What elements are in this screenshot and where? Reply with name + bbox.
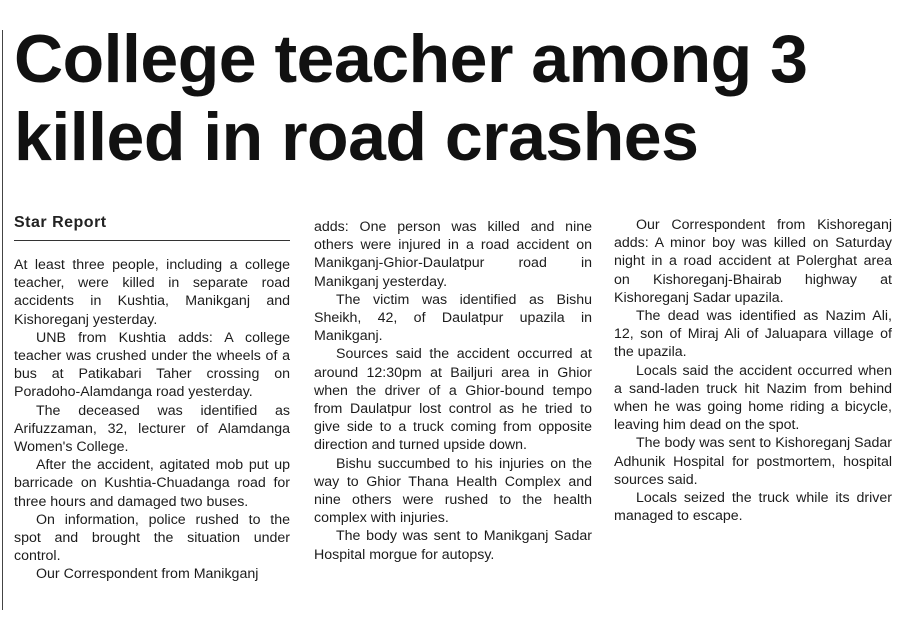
paragraph: The body was sent to Kishoreganj Sadar Adhunik Hospital for postmortem, hospital sources said. — [614, 435, 892, 488]
paragraph: The body was sent to Manikganj Sadar Hospital morgue for autopsy. — [314, 528, 592, 563]
headline — [14, 20, 894, 176]
column-rule — [2, 30, 3, 610]
byline-divider — [14, 240, 290, 241]
paragraph: adds: One person was killed and nine others were injured in a road accident on Manikganj-Ghior-Daulatpur road in Manikganj yesterday. — [314, 219, 592, 290]
paragraph: UNB from Kushtia adds: A college teacher was crushed under the wheels of a bus at Patikabari Taher crossing on Poradoho-Alamdanga road yesterday. — [14, 329, 290, 401]
paragraph: After the accident, agitated mob put up barricade on Kushtia-Chuadanga road for three hours and damaged two buses. — [14, 457, 290, 510]
paragraph: On information, police rushed to the spot and brought the situation under control. — [14, 511, 290, 565]
paragraph: At least three people, including a college teacher, were killed in separate road accidents in Kushtia, Manikganj and Kishoreganj yesterday. — [14, 257, 290, 328]
paragraph: The victim was identified as Bishu Sheikh, 42, of Daulatpur upazila in Manikganj. — [314, 291, 592, 345]
paragraph: The dead was identified as Nazim Ali, 12, son of Miraj Ali of Jaluapara village of the upazila. — [614, 308, 892, 361]
article-column-2 — [314, 218, 592, 564]
article-column-3 — [614, 216, 892, 525]
paragraph: Sources said the accident occurred at around 12:30pm at Bailjuri area in Ghior when the driver of a Ghior-bound tempo from Daulatpur lost control as he tried to give side to a truck coming from opposite direction and turned upside down. — [314, 346, 592, 454]
paragraph: Locals seized the truck while its driver managed to escape. — [614, 490, 892, 525]
paragraph: Our Correspondent from Manikganj — [36, 566, 259, 583]
paragraph: Our Correspondent from Kishoreganj adds: A minor boy was killed on Saturday night in a road accident at Polerghat area on Kishoreganj-Bhairab highway at Kishoreganj Sadar upazila. — [614, 217, 892, 306]
paragraph: Locals said the accident occurred when a sand-laden truck hit Nazim from behind when he was going home riding a bicycle, leaving him dead on the spot. — [614, 362, 892, 434]
headline-line-1: College teacher among 3 — [14, 21, 808, 97]
headline-line-2: killed in road crashes — [14, 99, 699, 175]
article-column-1 — [14, 256, 290, 584]
paragraph: The deceased was identified as Arifuzzaman, 32, lecturer of Alamdanga Women's College. — [14, 402, 290, 456]
paragraph: Bishu succumbed to his injuries on the way to Ghior Thana Health Complex and nine others were rushed to the health complex with injuries. — [314, 455, 592, 527]
byline: Star Report — [14, 214, 107, 231]
